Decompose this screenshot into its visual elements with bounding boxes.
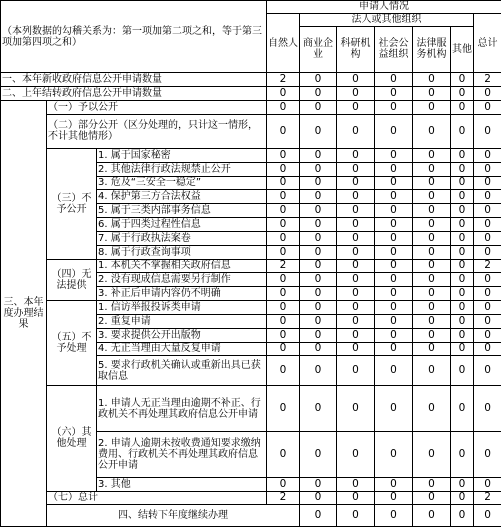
- row-label-unable-1: 1. 本机关不掌握相关政府信息: [97, 259, 267, 273]
- cell: 0: [337, 431, 375, 477]
- cell: 0: [474, 176, 501, 190]
- header-other: 其他: [451, 26, 474, 73]
- cell: 0: [413, 245, 451, 259]
- cell-carry-6: 0: [474, 87, 501, 101]
- row-label-notopen-1: 1. 属于国家秘密: [97, 148, 267, 162]
- row-label-noprocess-3: 3. 要求提供公开出版物: [97, 328, 267, 342]
- cell: 0: [413, 386, 451, 432]
- cell-partial-5: 0: [451, 114, 474, 148]
- cell: 0: [474, 386, 501, 432]
- cell: 0: [337, 342, 375, 356]
- cell: 0: [451, 431, 474, 477]
- cell: 0: [451, 204, 474, 218]
- cell: 0: [375, 342, 413, 356]
- cell: 0: [451, 477, 474, 491]
- row-label-noprocess-1: 1. 信访举报投诉类申请: [97, 301, 267, 315]
- row-label-noprocess: （五）不予处理: [47, 301, 97, 386]
- cell: 0: [375, 356, 413, 386]
- row-label-carry: 二、上年结转政府信息公开申请数量: [1, 87, 267, 101]
- cell: 0: [267, 314, 300, 328]
- cell: 0: [337, 386, 375, 432]
- header-social: 社会公益组织: [375, 26, 413, 73]
- cell: 0: [451, 386, 474, 432]
- cell: 0: [337, 273, 375, 287]
- cell-total-2: 0: [337, 491, 375, 505]
- row-label-new: 一、本年新收政府信息公开申请数量: [1, 73, 267, 87]
- cell: 0: [375, 218, 413, 232]
- cell: 0: [337, 148, 375, 162]
- cell-total-6: 2: [474, 491, 501, 505]
- cell: 0: [474, 273, 501, 287]
- cell: 0: [413, 431, 451, 477]
- cell-open-6: 0: [474, 101, 501, 115]
- cell-total-0: 2: [267, 491, 300, 505]
- cell: 0: [451, 162, 474, 176]
- cell: 0: [337, 477, 375, 491]
- cell-next-5: 0: [474, 505, 501, 527]
- cell: 0: [474, 218, 501, 232]
- row-label-next: 四、结转下年度继续办理: [47, 505, 300, 527]
- table-note: （本列数据的勾稽关系为：第一项加第二项之和，等于第三项加第四项之和）: [1, 1, 267, 73]
- cell: 0: [375, 273, 413, 287]
- cell: 0: [300, 342, 337, 356]
- cell: 0: [300, 245, 337, 259]
- cell: 0: [300, 314, 337, 328]
- cell: 0: [413, 204, 451, 218]
- row-label-unable-3: 3. 补正后申请内容仍不明确: [97, 287, 267, 301]
- cell: 0: [451, 231, 474, 245]
- cell: 0: [337, 301, 375, 315]
- cell: 0: [413, 287, 451, 301]
- cell: 0: [267, 273, 300, 287]
- cell-partial-2: 0: [337, 114, 375, 148]
- cell-open-2: 0: [337, 101, 375, 115]
- cell: 0: [337, 176, 375, 190]
- cell: 0: [451, 218, 474, 232]
- cell-next-2: 0: [375, 505, 413, 527]
- cell-total-5: 0: [451, 491, 474, 505]
- cell: 0: [337, 259, 375, 273]
- cell: 0: [413, 356, 451, 386]
- row-label-total: （七）总计: [47, 491, 267, 505]
- row-label-notopen-4: 4. 保护第三方合法权益: [97, 190, 267, 204]
- cell: 0: [375, 148, 413, 162]
- cell: 0: [267, 176, 300, 190]
- cell: 0: [267, 190, 300, 204]
- cell-new-6: 2: [474, 73, 501, 87]
- cell: 0: [375, 231, 413, 245]
- cell-next-1: 0: [337, 505, 375, 527]
- cell: 0: [337, 204, 375, 218]
- cell: 0: [413, 259, 451, 273]
- cell: 0: [451, 314, 474, 328]
- cell-new-2: 0: [337, 73, 375, 87]
- cell: 0: [267, 162, 300, 176]
- cell: 0: [474, 431, 501, 477]
- cell: 0: [474, 342, 501, 356]
- cell: 0: [413, 176, 451, 190]
- cell: 0: [474, 477, 501, 491]
- cell-new-5: 0: [451, 73, 474, 87]
- cell: 0: [300, 431, 337, 477]
- cell: 0: [474, 328, 501, 342]
- header-natural: 自然人: [267, 13, 300, 73]
- row-label-notopen-8: 8. 属于行政查询事项: [97, 245, 267, 259]
- cell: 0: [451, 245, 474, 259]
- row-label-notopen-5: 5. 属于三类内部事务信息: [97, 204, 267, 218]
- cell: 0: [451, 273, 474, 287]
- cell: 0: [375, 386, 413, 432]
- cell: 0: [375, 245, 413, 259]
- cell: 0: [413, 314, 451, 328]
- cell: 0: [267, 477, 300, 491]
- cell-partial-6: 0: [474, 114, 501, 148]
- cell-partial-0: 0: [267, 114, 300, 148]
- cell-open-5: 0: [451, 101, 474, 115]
- cell-open-1: 0: [300, 101, 337, 115]
- cell: 0: [375, 176, 413, 190]
- cell: 0: [267, 386, 300, 432]
- cell: 0: [337, 287, 375, 301]
- cell: 0: [413, 148, 451, 162]
- cell: 0: [451, 176, 474, 190]
- cell: 0: [267, 287, 300, 301]
- header-research: 科研机构: [337, 26, 375, 73]
- cell: 0: [413, 190, 451, 204]
- row-label-unable: （四）无法提供: [47, 259, 97, 300]
- cell: 0: [337, 190, 375, 204]
- cell: 0: [337, 314, 375, 328]
- cell-next-0: 0: [300, 505, 337, 527]
- row-label-notopen-2: 2. 其他法律行政法规禁止公开: [97, 162, 267, 176]
- cell-total-1: 0: [300, 491, 337, 505]
- cell: 0: [300, 259, 337, 273]
- cell: 0: [267, 204, 300, 218]
- cell: 0: [300, 204, 337, 218]
- cell: 0: [337, 245, 375, 259]
- row-label-notopen-7: 7. 属于行政执法案卷: [97, 231, 267, 245]
- cell-carry-1: 0: [300, 87, 337, 101]
- cell: 0: [413, 273, 451, 287]
- cell: 0: [375, 477, 413, 491]
- cell: 0: [474, 204, 501, 218]
- cell: 0: [300, 162, 337, 176]
- cell-new-3: 0: [375, 73, 413, 87]
- cell: 0: [267, 218, 300, 232]
- header-law: 法律服务机构: [413, 26, 451, 73]
- cell: 0: [267, 342, 300, 356]
- row-label-notopen-6: 6. 属于四类过程性信息: [97, 218, 267, 232]
- header-business: 商业企业: [300, 26, 337, 73]
- cell: 0: [267, 245, 300, 259]
- cell: 0: [267, 231, 300, 245]
- cell: 0: [474, 245, 501, 259]
- row-label-notopen-3: 3. 危及“三安全一稳定”: [97, 176, 267, 190]
- cell: 0: [300, 190, 337, 204]
- cell-new-0: 2: [267, 73, 300, 87]
- cell-open-3: 0: [375, 101, 413, 115]
- row-label-open: （一）予以公开: [47, 101, 267, 115]
- row-label-noprocess-4: 4. 无正当理由大量反复申请: [97, 342, 267, 356]
- row-label-otherproc: （六）其他处理: [47, 386, 97, 491]
- cell-carry-5: 0: [451, 87, 474, 101]
- cell: 0: [375, 431, 413, 477]
- cell: 0: [474, 356, 501, 386]
- cell: 0: [300, 356, 337, 386]
- cell: 0: [337, 162, 375, 176]
- cell-carry-0: 0: [267, 87, 300, 101]
- cell: 0: [451, 342, 474, 356]
- cell: 0: [267, 148, 300, 162]
- cell: 0: [375, 259, 413, 273]
- row-label-otherproc-3: 3. 其他: [97, 477, 267, 491]
- cell: 0: [300, 148, 337, 162]
- cell-partial-1: 0: [300, 114, 337, 148]
- row-label-partial: （二）部分公开（区分处理的，只计这一情形，不计其他情形）: [47, 114, 267, 148]
- cell: 0: [474, 301, 501, 315]
- cell: 0: [300, 231, 337, 245]
- cell: 0: [300, 328, 337, 342]
- cell: 0: [451, 328, 474, 342]
- cell: 0: [451, 301, 474, 315]
- cell: 0: [413, 231, 451, 245]
- cell: 0: [375, 204, 413, 218]
- cell: 0: [300, 273, 337, 287]
- cell: 0: [300, 477, 337, 491]
- cell-partial-3: 0: [375, 114, 413, 148]
- cell: 0: [267, 356, 300, 386]
- cell: 0: [337, 356, 375, 386]
- cell-carry-3: 0: [375, 87, 413, 101]
- cell: 0: [474, 314, 501, 328]
- cell: 0: [413, 342, 451, 356]
- cell: 0: [451, 356, 474, 386]
- cell: 0: [267, 431, 300, 477]
- cell: 0: [337, 328, 375, 342]
- cell: 0: [375, 314, 413, 328]
- cell: 0: [474, 162, 501, 176]
- cell-next-4: 0: [451, 505, 474, 527]
- cell: 0: [375, 301, 413, 315]
- row-label-notopen: （三）不予公开: [47, 148, 97, 259]
- cell: 0: [300, 176, 337, 190]
- cell: 0: [300, 287, 337, 301]
- cell: 0: [337, 231, 375, 245]
- row-label-noprocess-5: 5. 要求行政机关确认或重新出具已获取信息: [97, 356, 267, 386]
- cell-partial-4: 0: [413, 114, 451, 148]
- cell: 0: [413, 477, 451, 491]
- cell: 0: [451, 287, 474, 301]
- cell: 0: [474, 190, 501, 204]
- cell: 0: [451, 148, 474, 162]
- cell: 0: [474, 148, 501, 162]
- cell-next-3: 0: [413, 505, 451, 527]
- cell-carry-4: 0: [413, 87, 451, 101]
- cell: 0: [413, 328, 451, 342]
- cell: 2: [474, 259, 501, 273]
- cell: 0: [413, 162, 451, 176]
- row-label-result: 三、本年度办理结果: [1, 101, 47, 527]
- cell-open-4: 0: [413, 101, 451, 115]
- header-total: 总计: [474, 13, 501, 73]
- cell: 0: [474, 287, 501, 301]
- cell: 0: [300, 218, 337, 232]
- cell-new-4: 0: [413, 73, 451, 87]
- cell: 0: [300, 386, 337, 432]
- row-label-otherproc-1: 1. 申请人无正当理由逾期不补正、行政机关不再处理其政府信息公开申请: [97, 386, 267, 432]
- cell: 0: [451, 259, 474, 273]
- cell: 0: [300, 301, 337, 315]
- row-label-unable-2: 2. 没有现成信息需要另行制作: [97, 273, 267, 287]
- cell: 0: [451, 190, 474, 204]
- cell: 0: [413, 218, 451, 232]
- header-applicant: 申请人情况: [267, 1, 501, 14]
- cell: 0: [375, 190, 413, 204]
- cell: 0: [413, 301, 451, 315]
- cell: 2: [267, 259, 300, 273]
- row-label-noprocess-2: 2. 重复申请: [97, 314, 267, 328]
- cell-new-1: 0: [300, 73, 337, 87]
- cell: 0: [267, 301, 300, 315]
- cell: 0: [375, 162, 413, 176]
- row-label-otherproc-2: 2. 申请人逾期未按收费通知要求缴纳费用、行政机关不再处理其政府信息公开申请: [97, 431, 267, 477]
- cell-open-0: 0: [267, 101, 300, 115]
- cell-total-4: 0: [413, 491, 451, 505]
- cell: 0: [337, 218, 375, 232]
- cell-total-3: 0: [375, 491, 413, 505]
- cell: 0: [267, 328, 300, 342]
- cell: 0: [474, 231, 501, 245]
- cell-carry-2: 0: [337, 87, 375, 101]
- cell: 0: [375, 287, 413, 301]
- cell: 0: [375, 328, 413, 342]
- header-legal: 法人或其他组织: [300, 13, 474, 26]
